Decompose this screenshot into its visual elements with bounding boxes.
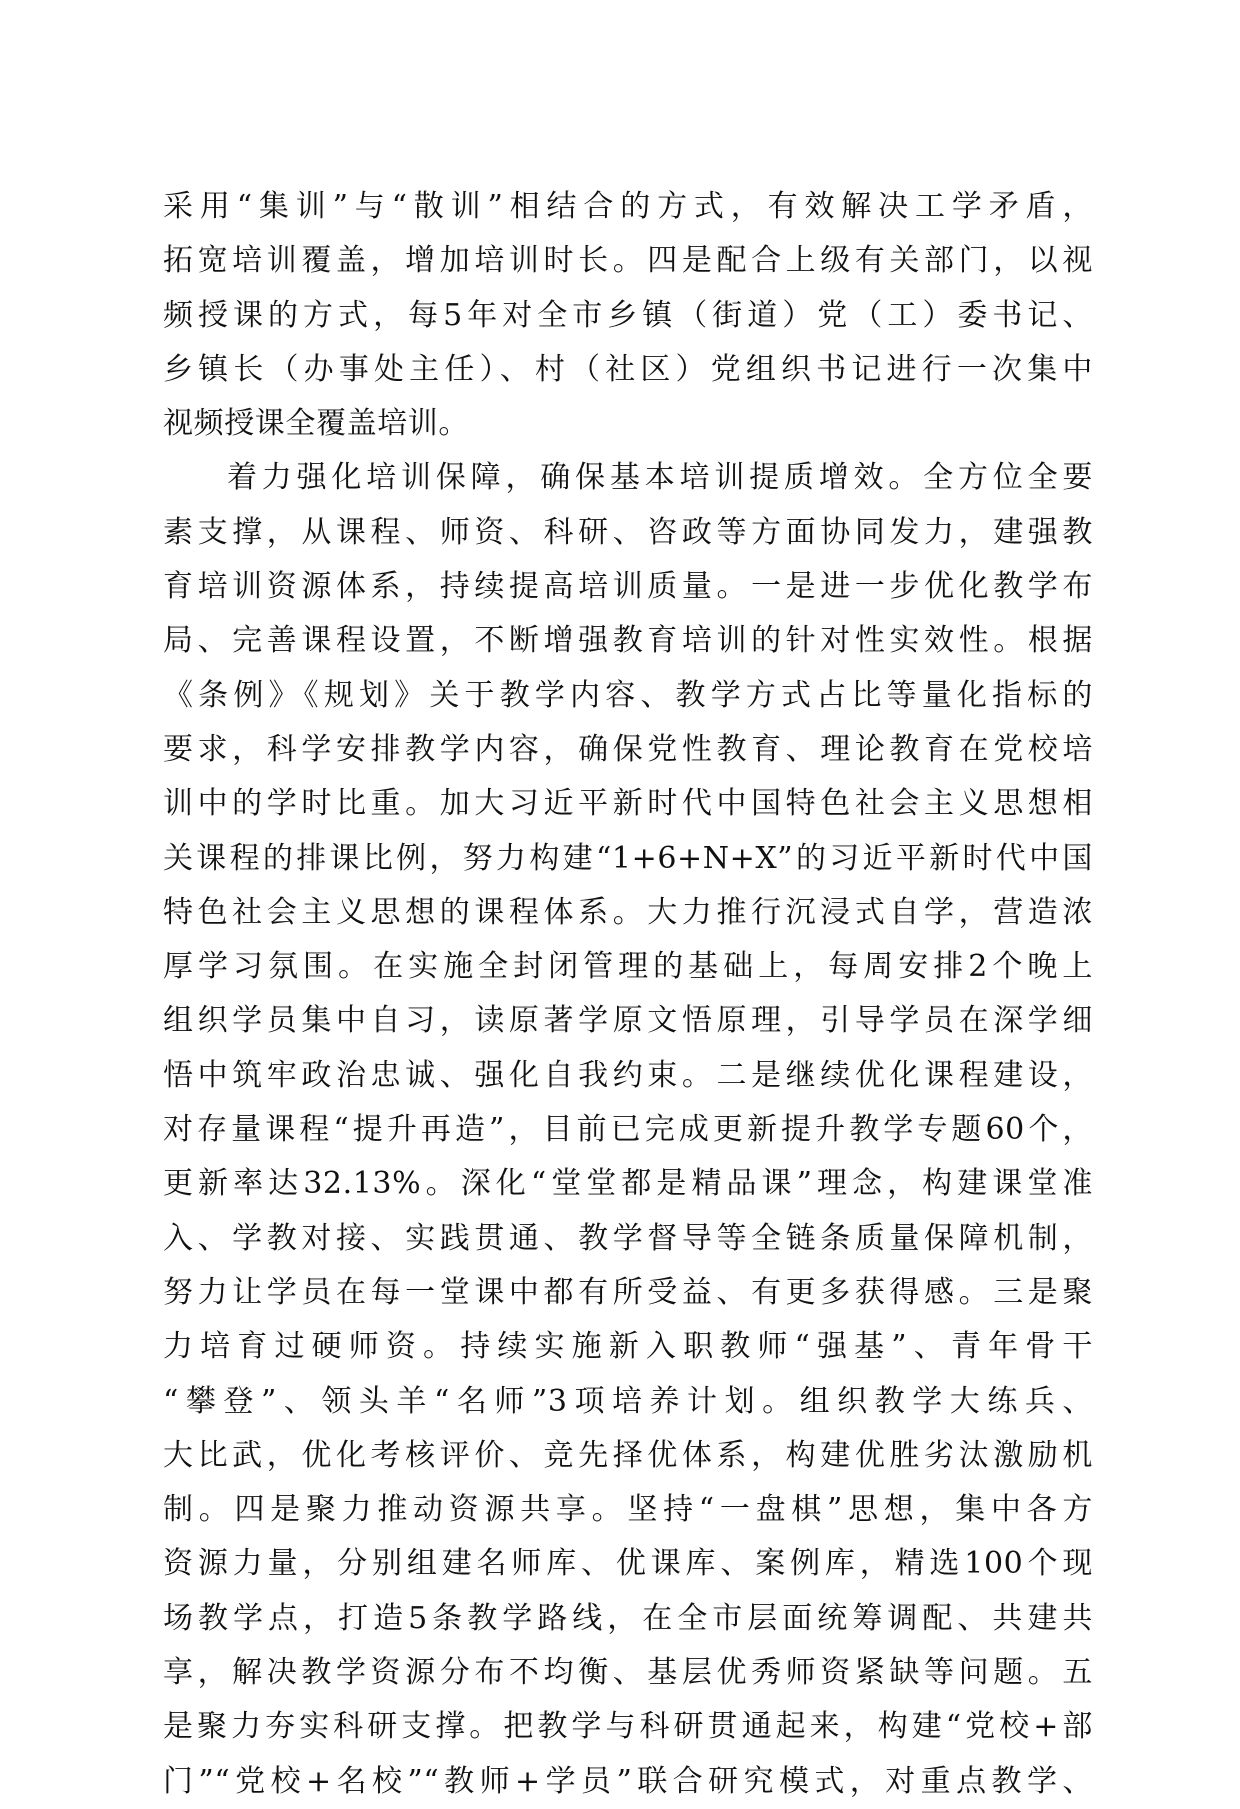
text-line: 制。四是聚力推动资源共享。坚持“一盘棋”思想，集中各方	[163, 1492, 1093, 1528]
text-line: 大比武，优化考核评价、竞先择优体系，构建优胜劣汰激励机	[163, 1437, 1093, 1473]
text-line: 局、完善课程设置，不断增强教育培训的针对性实效性。根据	[163, 623, 1093, 659]
text-line: 要求，科学安排教学内容，确保党性教育、理论教育在党校培	[163, 731, 1093, 767]
text-line: 育培训资源体系，持续提高培训质量。一是进一步优化教学布	[163, 569, 1093, 605]
text-line: 努力让学员在每一堂课中都有所受益、有更多获得感。三是聚	[163, 1274, 1093, 1310]
body-text	[163, 180, 1093, 1809]
text-line: 入、学教对接、实践贯通、教学督导等全链条质量保障机制，	[163, 1220, 1093, 1256]
text-line: 采用“集训”与“散训”相结合的方式，有效解决工学矛盾，	[163, 189, 1093, 224]
text-line: 力培育过硬师资。持续实施新入职教师“强基”、青年骨干	[163, 1329, 1093, 1365]
text-line: 频授课的方式，每5年对全市乡镇（街道）党（工）委书记、	[163, 297, 1093, 333]
text-line: 悟中筑牢政治忠诚、强化自我约束。二是继续优化课程建设，	[163, 1057, 1093, 1093]
text-line: 关课程的排课比例，努力构建“1+6+N+X”的习近平新时代中国	[163, 840, 1093, 876]
text-line: 资源力量，分别组建名师库、优课库、案例库，精选100个现	[163, 1546, 1093, 1582]
text-line: 享，解决教学资源分布不均衡、基层优秀师资紧缺等问题。五	[163, 1655, 1093, 1691]
text-line: 场教学点，打造5条教学路线，在全市层面统筹调配、共建共	[163, 1600, 1093, 1636]
text-line: 是聚力夯实科研支撑。把教学与科研贯通起来，构建“党校+部	[163, 1709, 1093, 1745]
text-line: 组织学员集中自习，读原著学原文悟原理，引导学员在深学细	[163, 1003, 1093, 1039]
text-line: 乡镇长（办事处主任）、村（社区）党组织书记进行一次集中	[163, 351, 1093, 387]
text-line: 对存量课程“提升再造”，目前已完成更新提升教学专题60个，	[163, 1112, 1093, 1148]
text-line: 训中的学时比重。加大习近平新时代中国特色社会主义思想相	[163, 786, 1093, 822]
text-line: 拓宽培训覆盖，增加培训时长。四是配合上级有关部门，以视	[163, 243, 1093, 279]
text-line: 厚学习氛围。在实施全封闭管理的基础上，每周安排2个晚上	[163, 949, 1093, 985]
text-line: 特色社会主义思想的课程体系。大力推行沉浸式自学，营造浓	[163, 894, 1093, 930]
text-line: 素支撑，从课程、师资、科研、咨政等方面协同发力，建强教	[163, 514, 1093, 550]
text-line: “攀登”、领头羊“名师”3项培养计划。组织教学大练兵、	[163, 1383, 1093, 1419]
text-line: 《条例》《规划》关于教学内容、教学方式占比等量化指标的	[163, 677, 1093, 713]
text-line: 门”“党校+名校”“教师+学员”联合研究模式，对重点教学、	[163, 1763, 1093, 1799]
text-line: 视频授课全覆盖培训。	[163, 406, 469, 442]
text-line: 更新率达32.13%。深化“堂堂都是精品课”理念，构建课堂准	[163, 1166, 1093, 1202]
paragraph-heading-line: 着力强化培训保障，确保基本培训提质增效。全方位全要	[227, 460, 1093, 496]
